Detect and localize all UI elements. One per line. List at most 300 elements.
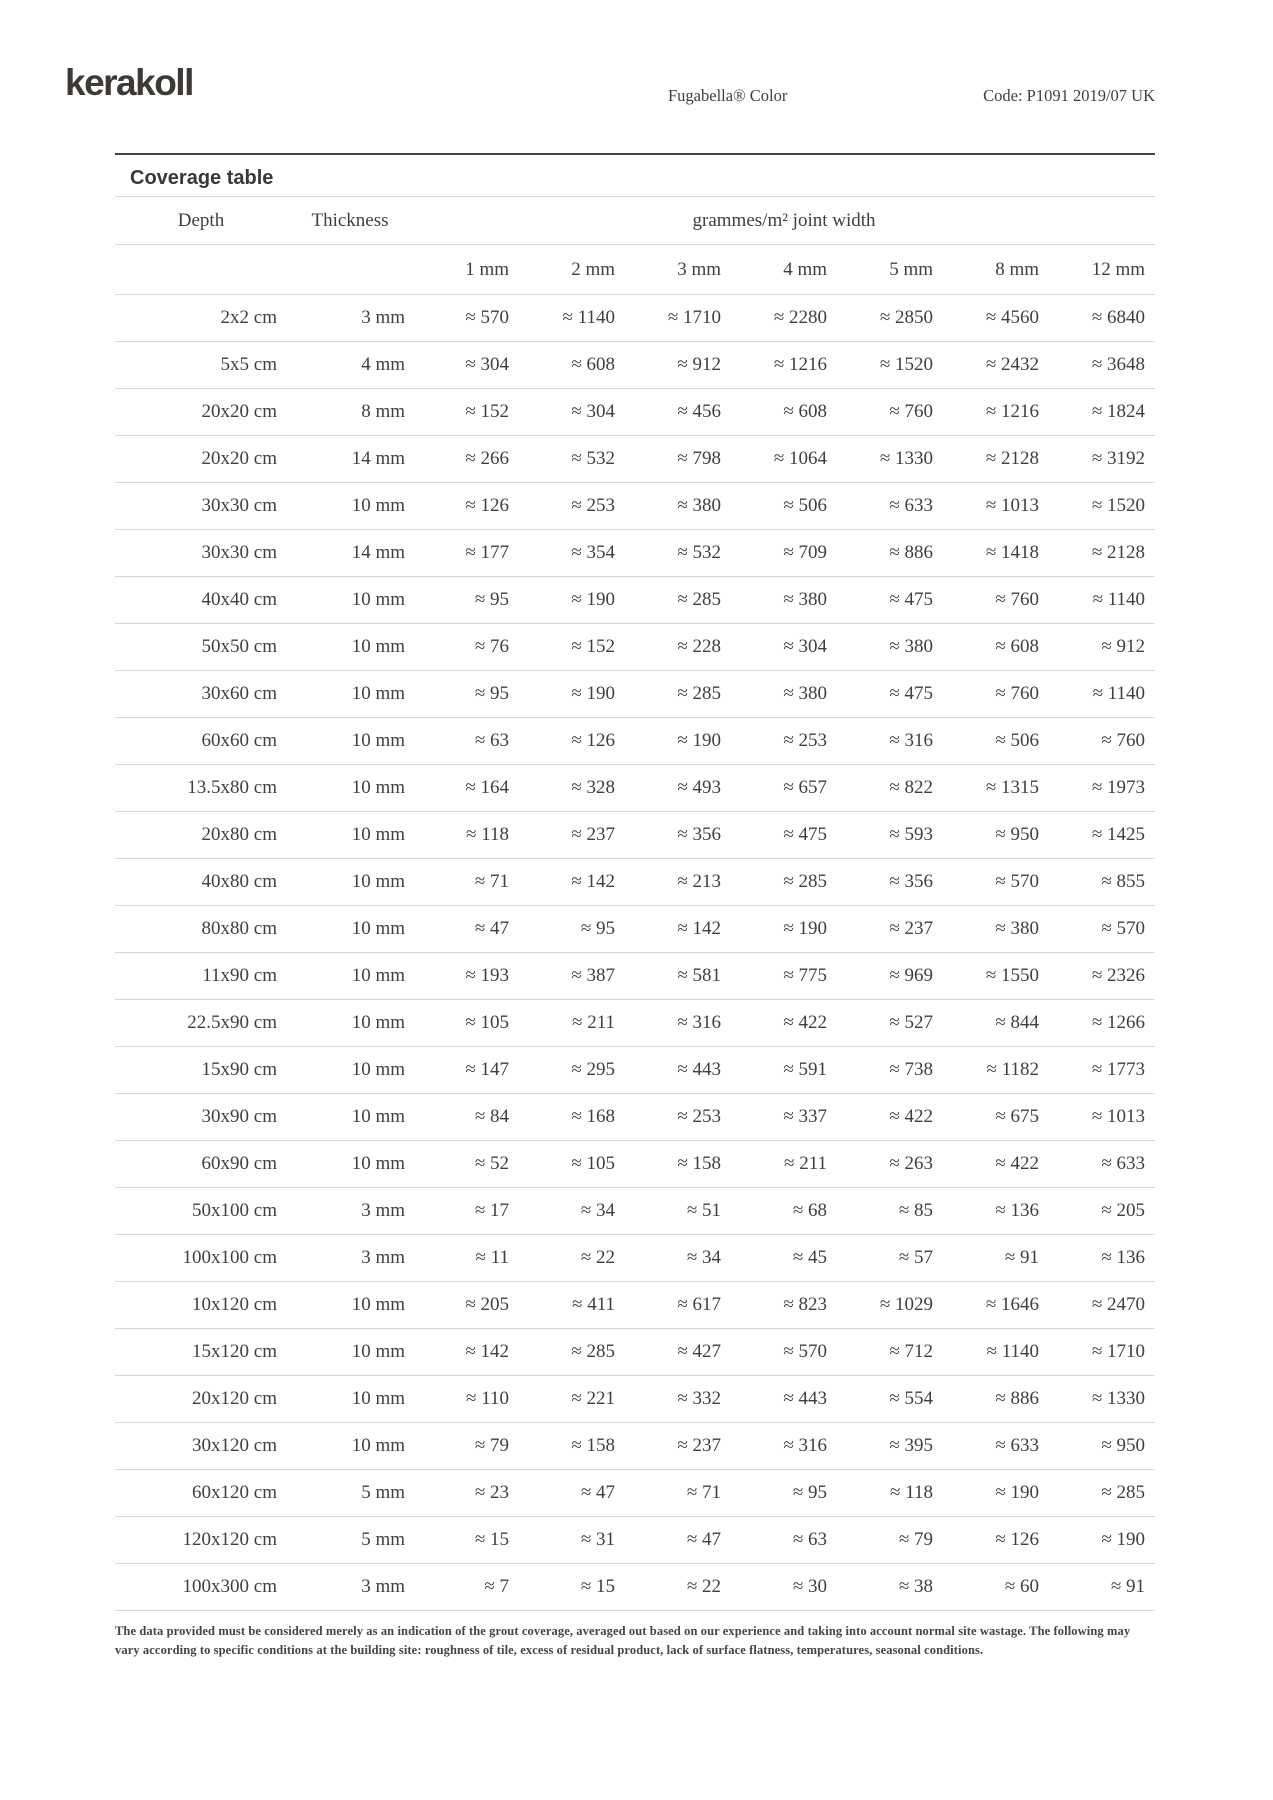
coverage-value-cell: ≈ 1182 (986, 1059, 1039, 1080)
table-row (115, 1470, 1155, 1517)
table-row (115, 436, 1155, 483)
thickness-header: Thickness (311, 209, 389, 231)
coverage-value-cell: ≈ 34 (686, 1247, 721, 1268)
coverage-value-cell: ≈ 554 (889, 1388, 933, 1409)
coverage-value-cell: ≈ 126 (571, 730, 615, 751)
coverage-value-cell: ≈ 380 (889, 636, 933, 657)
coverage-value-cell: ≈ 79 (898, 1529, 933, 1550)
depth-cell: 40x80 cm (201, 871, 277, 892)
coverage-value-cell: ≈ 304 (465, 354, 509, 375)
coverage-value-cell: ≈ 285 (783, 871, 827, 892)
depth-cell: 15x120 cm (192, 1341, 277, 1362)
coverage-value-cell: ≈ 51 (686, 1200, 721, 1221)
table-row (115, 389, 1155, 436)
table-row (115, 906, 1155, 953)
coverage-value-cell: ≈ 15 (474, 1529, 509, 1550)
empty-header-cell (287, 245, 413, 295)
coverage-value-cell: ≈ 253 (783, 730, 827, 751)
depth-cell: 40x40 cm (201, 589, 277, 610)
thickness-cell: 5 mm (361, 1482, 405, 1503)
joint-width-group-header: grammes/m² joint width (692, 209, 876, 231)
thickness-cell: 10 mm (351, 1435, 405, 1456)
coverage-value-cell: ≈ 164 (465, 777, 509, 798)
width-header: 2 mm (571, 258, 615, 280)
coverage-value-cell: ≈ 2432 (985, 354, 1039, 375)
table-row (115, 671, 1155, 718)
coverage-value-cell: ≈ 6840 (1091, 307, 1146, 328)
depth-cell: 22.5x90 cm (187, 1012, 277, 1033)
coverage-value-cell: ≈ 158 (571, 1435, 615, 1456)
table-row (115, 1047, 1155, 1094)
coverage-value-cell: ≈ 1330 (1091, 1388, 1146, 1409)
coverage-value-cell: ≈ 295 (571, 1059, 615, 1080)
coverage-value-cell: ≈ 205 (1101, 1200, 1146, 1221)
table-row (115, 1564, 1155, 1611)
coverage-value-cell: ≈ 1315 (985, 777, 1039, 798)
coverage-value-cell: ≈ 316 (889, 730, 933, 751)
coverage-value-cell: ≈ 1550 (985, 965, 1039, 986)
coverage-value-cell: ≈ 2128 (1091, 542, 1146, 563)
depth-cell: 2x2 cm (220, 307, 277, 328)
coverage-value-cell: ≈ 263 (889, 1153, 933, 1174)
coverage-value-cell: ≈ 253 (571, 495, 615, 516)
coverage-value-cell: ≈ 1520 (879, 354, 933, 375)
coverage-value-cell: ≈ 190 (571, 683, 615, 704)
table-row (115, 1517, 1155, 1564)
coverage-value-cell: ≈ 1330 (879, 448, 933, 469)
coverage-value-cell: ≈ 30 (792, 1576, 827, 1597)
coverage-value-cell: ≈ 63 (474, 730, 509, 751)
table-row (115, 1376, 1155, 1423)
coverage-value-cell: ≈ 126 (995, 1529, 1039, 1550)
coverage-value-cell: ≈ 237 (889, 918, 933, 939)
coverage-value-cell: ≈ 532 (677, 542, 721, 563)
thickness-cell: 10 mm (351, 495, 405, 516)
coverage-value-cell: ≈ 15 (580, 1576, 615, 1597)
coverage-value-cell: ≈ 190 (995, 1482, 1039, 1503)
coverage-value-cell: ≈ 608 (995, 636, 1039, 657)
coverage-value-cell: ≈ 422 (995, 1153, 1039, 1174)
coverage-value-cell: ≈ 2280 (773, 307, 827, 328)
coverage-value-cell: ≈ 285 (677, 683, 721, 704)
coverage-value-cell: ≈ 118 (890, 1482, 933, 1503)
coverage-value-cell: ≈ 136 (1101, 1247, 1146, 1268)
coverage-value-cell: ≈ 168 (571, 1106, 615, 1127)
coverage-value-cell: ≈ 152 (465, 401, 509, 422)
coverage-value-cell: ≈ 237 (571, 824, 615, 845)
depth-cell: 20x120 cm (192, 1388, 277, 1409)
coverage-value-cell: ≈ 95 (474, 683, 509, 704)
thickness-cell: 10 mm (351, 636, 405, 657)
coverage-value-cell: ≈ 105 (571, 1153, 615, 1174)
coverage-value-cell: ≈ 1418 (985, 542, 1039, 563)
thickness-cell: 3 mm (361, 1576, 405, 1597)
coverage-value-cell: ≈ 823 (783, 1294, 827, 1315)
coverage-value-cell: ≈ 380 (995, 918, 1039, 939)
coverage-value-cell: ≈ 152 (571, 636, 615, 657)
table-row (115, 859, 1155, 906)
coverage-value-cell: ≈ 608 (783, 401, 827, 422)
coverage-value-cell: ≈ 506 (783, 495, 827, 516)
coverage-value-cell: ≈ 266 (465, 448, 509, 469)
coverage-value-cell: ≈ 1140 (562, 307, 615, 328)
depth-cell: 30x60 cm (201, 683, 277, 704)
coverage-value-cell: ≈ 2128 (985, 448, 1039, 469)
coverage-value-cell: ≈ 712 (889, 1341, 933, 1362)
thickness-cell: 10 mm (351, 1388, 405, 1409)
thickness-cell: 10 mm (351, 589, 405, 610)
coverage-value-cell: ≈ 95 (474, 589, 509, 610)
coverage-value-cell: ≈ 316 (677, 1012, 721, 1033)
coverage-value-cell: ≈ 633 (889, 495, 933, 516)
width-header: 5 mm (889, 258, 933, 280)
coverage-value-cell: ≈ 475 (783, 824, 827, 845)
coverage-value-cell: ≈ 95 (792, 1482, 827, 1503)
thickness-cell: 10 mm (351, 871, 405, 892)
coverage-table-title: Coverage table (115, 153, 1155, 197)
depth-cell: 5x5 cm (220, 354, 277, 375)
coverage-value-cell: ≈ 593 (889, 824, 933, 845)
coverage-table (115, 197, 1155, 1611)
width-header-row (115, 245, 1155, 295)
depth-cell: 30x30 cm (201, 495, 277, 516)
coverage-value-cell: ≈ 177 (465, 542, 509, 563)
depth-header: Depth (177, 209, 225, 231)
thickness-cell: 10 mm (351, 824, 405, 845)
thickness-cell: 10 mm (351, 777, 405, 798)
coverage-value-cell: ≈ 31 (580, 1529, 615, 1550)
coverage-value-cell: ≈ 1773 (1091, 1059, 1146, 1080)
coverage-value-cell: ≈ 1064 (773, 448, 827, 469)
coverage-value-cell: ≈ 237 (677, 1435, 721, 1456)
coverage-value-cell: ≈ 2326 (1091, 965, 1146, 986)
coverage-value-cell: ≈ 2470 (1091, 1294, 1146, 1315)
depth-cell: 13.5x80 cm (187, 777, 277, 798)
product-name: Fugabella® Color (668, 86, 788, 105)
width-header: 3 mm (677, 258, 721, 280)
thickness-cell: 8 mm (361, 401, 405, 422)
depth-cell: 80x80 cm (201, 918, 277, 939)
coverage-value-cell: ≈ 527 (889, 1012, 933, 1033)
coverage-value-cell: ≈ 844 (995, 1012, 1039, 1033)
coverage-value-cell: ≈ 60 (1004, 1576, 1039, 1597)
document-code: Code: P1091 2019/07 UK (983, 86, 1155, 105)
coverage-value-cell: ≈ 190 (1101, 1529, 1146, 1550)
coverage-value-cell: ≈ 17 (474, 1200, 509, 1221)
table-row (115, 624, 1155, 671)
coverage-section (115, 153, 1155, 1661)
table-row (115, 1235, 1155, 1282)
thickness-cell: 10 mm (351, 1106, 405, 1127)
coverage-value-cell: ≈ 617 (677, 1294, 721, 1315)
coverage-value-cell: ≈ 136 (995, 1200, 1039, 1221)
depth-cell: 10x120 cm (192, 1294, 277, 1315)
coverage-value-cell: ≈ 657 (783, 777, 827, 798)
coverage-value-cell: ≈ 570 (465, 307, 509, 328)
coverage-value-cell: ≈ 95 (580, 918, 615, 939)
table-row (115, 577, 1155, 624)
width-header: 1 mm (465, 258, 509, 280)
table-row (115, 295, 1155, 342)
table-header-row (115, 197, 1155, 245)
depth-cell: 30x120 cm (192, 1435, 277, 1456)
coverage-value-cell: ≈ 253 (677, 1106, 721, 1127)
coverage-value-cell: ≈ 1140 (1092, 683, 1146, 704)
coverage-value-cell: ≈ 760 (995, 683, 1039, 704)
coverage-value-cell: ≈ 285 (571, 1341, 615, 1362)
coverage-value-cell: ≈ 633 (995, 1435, 1039, 1456)
depth-cell: 100x100 cm (182, 1247, 277, 1268)
coverage-value-cell: ≈ 608 (571, 354, 615, 375)
table-row (115, 1094, 1155, 1141)
footnote: The data provided must be considered merely as an indication of the grout coverage, averaged out based on our experience and taking into account normal site wastage. The following may vary according to specific conditions at the building site: roughness of tile, excess of residual product, lack of surface flatness, temperatures, seasonal conditions. (115, 1624, 1131, 1658)
coverage-value-cell: ≈ 1216 (985, 401, 1039, 422)
coverage-value-cell: ≈ 422 (783, 1012, 827, 1033)
coverage-value-cell: ≈ 570 (995, 871, 1039, 892)
thickness-cell: 10 mm (351, 1294, 405, 1315)
coverage-value-cell: ≈ 950 (995, 824, 1039, 845)
coverage-value-cell: ≈ 427 (677, 1341, 721, 1362)
coverage-value-cell: ≈ 675 (995, 1106, 1039, 1127)
coverage-value-cell: ≈ 3648 (1091, 354, 1146, 375)
table-row (115, 342, 1155, 389)
kerakoll-logo: kerakoll (65, 62, 193, 103)
coverage-value-cell: ≈ 1710 (1091, 1341, 1146, 1362)
coverage-value-cell: ≈ 110 (466, 1388, 509, 1409)
coverage-value-cell: ≈ 7 (484, 1576, 509, 1597)
coverage-value-cell: ≈ 380 (783, 589, 827, 610)
coverage-value-cell: ≈ 193 (465, 965, 509, 986)
thickness-cell: 10 mm (351, 1341, 405, 1362)
coverage-value-cell: ≈ 1266 (1091, 1012, 1146, 1033)
coverage-value-cell: ≈ 760 (995, 589, 1039, 610)
table-row (115, 1141, 1155, 1188)
table-row (115, 765, 1155, 812)
coverage-value-cell: ≈ 633 (1101, 1153, 1146, 1174)
coverage-value-cell: ≈ 221 (571, 1388, 615, 1409)
coverage-value-cell: ≈ 105 (465, 1012, 509, 1033)
coverage-value-cell: ≈ 316 (783, 1435, 827, 1456)
coverage-value-cell: ≈ 912 (1101, 636, 1146, 657)
coverage-value-cell: ≈ 118 (466, 824, 509, 845)
coverage-value-cell: ≈ 63 (792, 1529, 827, 1550)
coverage-value-cell: ≈ 1973 (1091, 777, 1146, 798)
coverage-value-cell: ≈ 22 (686, 1576, 721, 1597)
coverage-value-cell: ≈ 709 (783, 542, 827, 563)
coverage-value-cell: ≈ 337 (783, 1106, 827, 1127)
coverage-value-cell: ≈ 142 (571, 871, 615, 892)
coverage-value-cell: ≈ 332 (677, 1388, 721, 1409)
coverage-value-cell: ≈ 47 (474, 918, 509, 939)
coverage-value-cell: ≈ 91 (1004, 1247, 1039, 1268)
coverage-value-cell: ≈ 1013 (985, 495, 1039, 516)
coverage-value-cell: ≈ 950 (1101, 1435, 1146, 1456)
depth-cell: 60x60 cm (201, 730, 277, 751)
coverage-value-cell: ≈ 356 (677, 824, 721, 845)
coverage-value-cell: ≈ 190 (677, 730, 721, 751)
coverage-value-cell: ≈ 912 (677, 354, 721, 375)
coverage-value-cell: ≈ 1425 (1091, 824, 1146, 845)
table-row (115, 1282, 1155, 1329)
thickness-cell: 3 mm (361, 1200, 405, 1221)
depth-cell: 20x80 cm (201, 824, 277, 845)
coverage-value-cell: ≈ 79 (474, 1435, 509, 1456)
width-header: 12 mm (1091, 258, 1146, 280)
coverage-value-cell: ≈ 45 (792, 1247, 827, 1268)
thickness-cell: 10 mm (351, 1012, 405, 1033)
depth-cell: 60x120 cm (192, 1482, 277, 1503)
coverage-value-cell: ≈ 52 (474, 1153, 509, 1174)
depth-cell: 20x20 cm (201, 401, 277, 422)
thickness-cell: 3 mm (361, 1247, 405, 1268)
thickness-cell: 10 mm (351, 683, 405, 704)
thickness-cell: 4 mm (361, 354, 405, 375)
coverage-value-cell: ≈ 158 (677, 1153, 721, 1174)
depth-cell: 30x90 cm (201, 1106, 277, 1127)
coverage-value-cell: ≈ 1824 (1091, 401, 1146, 422)
coverage-value-cell: ≈ 190 (571, 589, 615, 610)
coverage-value-cell: ≈ 1140 (986, 1341, 1039, 1362)
coverage-value-cell: ≈ 532 (571, 448, 615, 469)
coverage-value-cell: ≈ 760 (889, 401, 933, 422)
table-row (115, 1423, 1155, 1470)
coverage-value-cell: ≈ 285 (1101, 1482, 1146, 1503)
thickness-cell: 10 mm (351, 730, 405, 751)
coverage-value-cell: ≈ 1646 (985, 1294, 1039, 1315)
table-row (115, 1188, 1155, 1235)
depth-cell: 15x90 cm (201, 1059, 277, 1080)
depth-cell: 100x300 cm (182, 1576, 277, 1597)
depth-cell: 120x120 cm (182, 1529, 277, 1550)
coverage-value-cell: ≈ 38 (898, 1576, 933, 1597)
coverage-value-cell: ≈ 356 (889, 871, 933, 892)
coverage-value-cell: ≈ 443 (677, 1059, 721, 1080)
coverage-value-cell: ≈ 738 (889, 1059, 933, 1080)
table-row (115, 530, 1155, 577)
table-row (115, 483, 1155, 530)
coverage-value-cell: ≈ 84 (474, 1106, 509, 1127)
coverage-value-cell: ≈ 1029 (879, 1294, 933, 1315)
coverage-value-cell: ≈ 11 (475, 1247, 509, 1268)
table-row (115, 812, 1155, 859)
coverage-value-cell: ≈ 456 (677, 401, 721, 422)
width-header: 4 mm (783, 258, 827, 280)
thickness-cell: 10 mm (351, 918, 405, 939)
coverage-value-cell: ≈ 126 (465, 495, 509, 516)
thickness-cell: 14 mm (351, 448, 405, 469)
table-row (115, 1329, 1155, 1376)
width-header: 8 mm (995, 258, 1039, 280)
coverage-value-cell: ≈ 886 (889, 542, 933, 563)
thickness-cell: 10 mm (351, 1153, 405, 1174)
coverage-value-cell: ≈ 443 (783, 1388, 827, 1409)
coverage-value-cell: ≈ 570 (1101, 918, 1146, 939)
coverage-value-cell: ≈ 68 (792, 1200, 827, 1221)
coverage-value-cell: ≈ 285 (677, 589, 721, 610)
coverage-value-cell: ≈ 493 (677, 777, 721, 798)
thickness-cell: 3 mm (361, 307, 405, 328)
coverage-value-cell: ≈ 798 (677, 448, 721, 469)
coverage-value-cell: ≈ 71 (686, 1482, 721, 1503)
coverage-value-cell: ≈ 304 (783, 636, 827, 657)
coverage-value-cell: ≈ 1140 (1092, 589, 1146, 610)
coverage-value-cell: ≈ 85 (898, 1200, 933, 1221)
thickness-cell: 14 mm (351, 542, 405, 563)
coverage-value-cell: ≈ 570 (783, 1341, 827, 1362)
coverage-value-cell: ≈ 2850 (879, 307, 933, 328)
coverage-value-cell: ≈ 506 (995, 730, 1039, 751)
empty-header-cell (115, 245, 287, 295)
coverage-value-cell: ≈ 1520 (1091, 495, 1146, 516)
coverage-value-cell: ≈ 47 (686, 1529, 721, 1550)
coverage-value-cell: ≈ 1013 (1091, 1106, 1146, 1127)
coverage-value-cell: ≈ 380 (783, 683, 827, 704)
depth-cell: 20x20 cm (201, 448, 277, 469)
coverage-value-cell: ≈ 475 (889, 683, 933, 704)
coverage-value-cell: ≈ 147 (465, 1059, 509, 1080)
coverage-value-cell: ≈ 395 (889, 1435, 933, 1456)
coverage-value-cell: ≈ 205 (465, 1294, 509, 1315)
coverage-value-cell: ≈ 34 (580, 1200, 615, 1221)
coverage-value-cell: ≈ 775 (783, 965, 827, 986)
depth-cell: 50x100 cm (192, 1200, 277, 1221)
depth-cell: 30x30 cm (201, 542, 277, 563)
coverage-value-cell: ≈ 760 (1101, 730, 1146, 751)
coverage-value-cell: ≈ 380 (677, 495, 721, 516)
coverage-value-cell: ≈ 969 (889, 965, 933, 986)
coverage-value-cell: ≈ 211 (572, 1012, 615, 1033)
thickness-cell: 10 mm (351, 1059, 405, 1080)
coverage-value-cell: ≈ 411 (572, 1294, 615, 1315)
coverage-value-cell: ≈ 387 (571, 965, 615, 986)
coverage-value-cell: ≈ 886 (995, 1388, 1039, 1409)
table-row (115, 718, 1155, 765)
coverage-value-cell: ≈ 581 (677, 965, 721, 986)
coverage-value-cell: ≈ 422 (889, 1106, 933, 1127)
coverage-value-cell: ≈ 91 (1110, 1576, 1146, 1597)
coverage-value-cell: ≈ 822 (889, 777, 933, 798)
coverage-value-cell: ≈ 211 (784, 1153, 827, 1174)
coverage-value-cell: ≈ 1710 (667, 307, 721, 328)
coverage-value-cell: ≈ 475 (889, 589, 933, 610)
thickness-cell: 5 mm (361, 1529, 405, 1550)
coverage-value-cell: ≈ 4560 (985, 307, 1039, 328)
coverage-value-cell: ≈ 855 (1101, 871, 1146, 892)
coverage-value-cell: ≈ 354 (571, 542, 615, 563)
coverage-value-cell: ≈ 190 (783, 918, 827, 939)
depth-cell: 11x90 cm (202, 965, 277, 986)
coverage-value-cell: ≈ 3192 (1091, 448, 1146, 469)
table-row (115, 953, 1155, 1000)
coverage-value-cell: ≈ 71 (474, 871, 509, 892)
coverage-table-body (115, 295, 1155, 1611)
coverage-value-cell: ≈ 57 (898, 1247, 933, 1268)
coverage-value-cell: ≈ 23 (474, 1482, 509, 1503)
coverage-value-cell: ≈ 1216 (773, 354, 827, 375)
table-row (115, 1000, 1155, 1047)
coverage-value-cell: ≈ 591 (783, 1059, 827, 1080)
coverage-value-cell: ≈ 228 (677, 636, 721, 657)
coverage-value-cell: ≈ 22 (580, 1247, 615, 1268)
coverage-value-cell: ≈ 76 (474, 636, 509, 657)
depth-cell: 50x50 cm (201, 636, 277, 657)
coverage-value-cell: ≈ 47 (580, 1482, 615, 1503)
thickness-cell: 10 mm (351, 965, 405, 986)
coverage-value-cell: ≈ 142 (677, 918, 721, 939)
coverage-value-cell: ≈ 328 (571, 777, 615, 798)
coverage-value-cell: ≈ 304 (571, 401, 615, 422)
coverage-value-cell: ≈ 213 (677, 871, 721, 892)
